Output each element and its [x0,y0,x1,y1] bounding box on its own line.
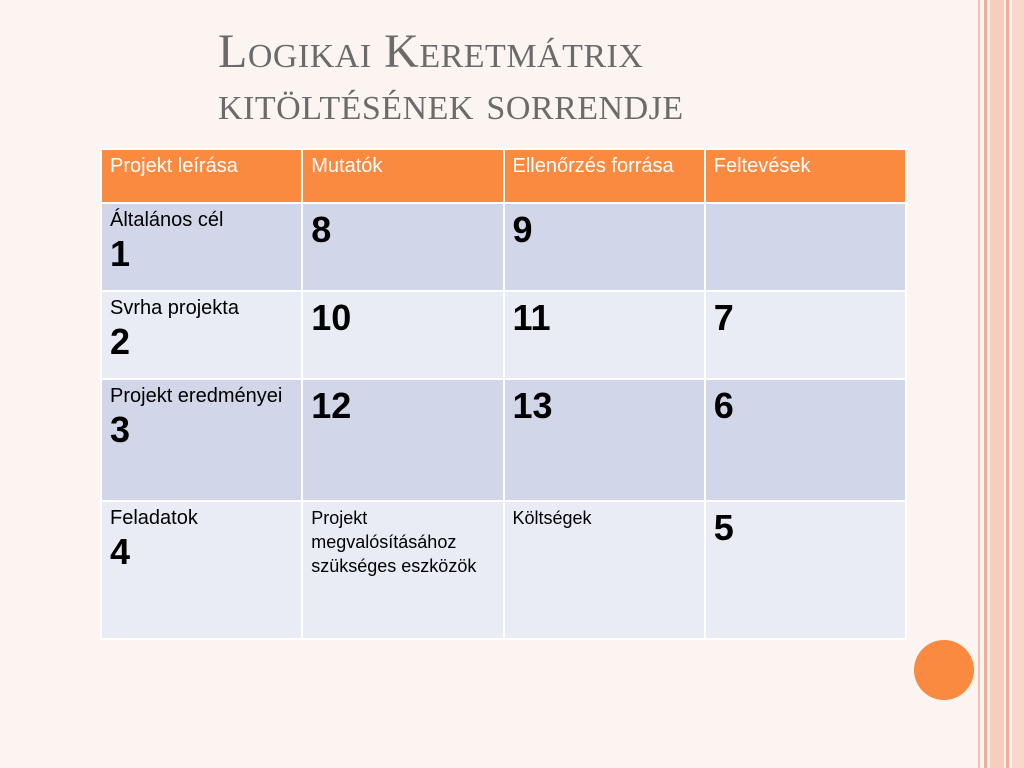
order-number: 7 [713,297,734,338]
header-project-description: Projekt leírása [101,149,302,203]
stripe [1006,0,1009,768]
verification-text: Költségek [512,508,592,528]
cell-indicators [302,379,503,501]
table-row [101,203,906,291]
cell-assumptions [705,501,906,639]
order-number: 9 [512,209,533,250]
cell-verification [504,291,705,379]
indicators-text: Projekt megvalósításához szükséges eszközök [311,508,477,576]
slide-title-line2: kitöltésének sorrendje [218,77,684,130]
cell-assumptions [705,203,906,291]
stripe [984,0,987,768]
row-order-number: 2 [110,321,131,362]
slide-title [218,26,918,130]
cell-row-label [101,291,302,379]
order-number: 10 [311,297,352,338]
cell-verification [504,379,705,501]
order-number: 11 [512,297,551,338]
decorative-circle [914,640,974,700]
table-row [101,501,906,639]
cell-indicators [302,203,503,291]
row-order-number: 3 [110,409,131,450]
decorative-stripes [976,0,1024,768]
row-label-text: Feladatok [110,507,198,529]
stripe [1012,0,1024,768]
cell-indicators [302,501,503,639]
stripe [978,0,980,768]
cell-assumptions [705,291,906,379]
row-order-number: 4 [110,531,131,572]
cell-row-label [101,203,302,291]
order-number: 12 [311,385,352,426]
cell-verification [504,203,705,291]
table-row [101,379,906,501]
order-number: 13 [512,385,553,426]
header-assumptions: Feltevések [705,149,906,203]
logframe-matrix-table [100,148,907,640]
cell-verification [504,501,705,639]
slide-title-line1: Logikai Keretmátrix [218,25,644,78]
header-verification-source: Ellenőrzés forrása [504,149,705,203]
cell-assumptions [705,379,906,501]
table-header-row [101,149,906,203]
row-label-text: Általános cél [110,209,224,231]
cell-row-label [101,501,302,639]
header-indicators: Mutatók [302,149,503,203]
stripe [990,0,1004,768]
cell-row-label [101,379,302,501]
row-label-text: Svrha projekta [110,297,239,319]
order-number: 8 [311,209,332,250]
row-order-number: 1 [110,233,131,274]
order-number: 6 [713,385,734,426]
row-label-text: Projekt eredményei [110,385,283,407]
order-number: 5 [713,507,734,548]
cell-indicators [302,291,503,379]
table-row [101,291,906,379]
